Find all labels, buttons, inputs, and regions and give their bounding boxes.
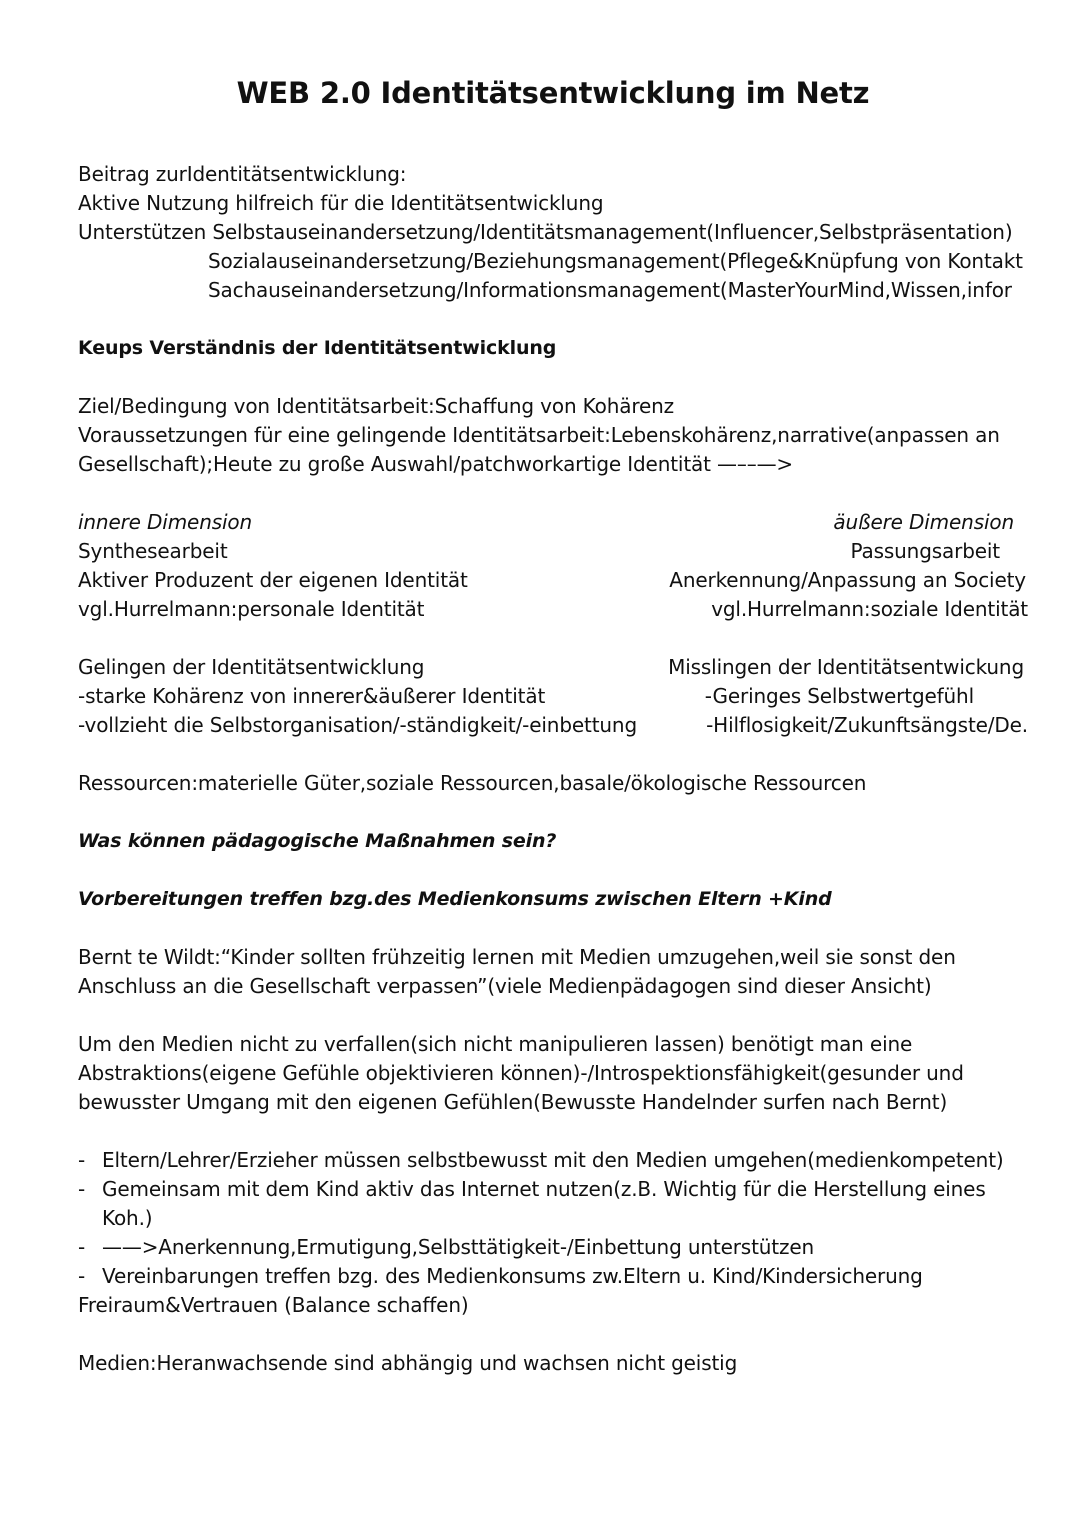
abstraction-line-3: bewusster Umgang mit den eigenen Gefühlen(Bewusste Handelnder surfen nach Bernt): [78, 1090, 948, 1114]
keups-line-2: Voraussetzungen für eine gelingende Identitätsarbeit:Lebenskohärenz,narrative(anpassen an: [78, 423, 1000, 447]
keups-line-3: Gesellschaft);Heute zu große Auswahl/patchworkartige Identität —––—>: [78, 452, 794, 476]
inner-dimension-line-1: Synthesearbeit: [78, 539, 228, 563]
intro-line-3: Unterstützen Selbstauseinandersetzung/Identitätsmanagement(Influencer,Selbstpräsentation): [78, 220, 1013, 244]
quote-line-1: Bernt te Wildt:“Kinder sollten frühzeitig lernen mit Medien umzugehen,weil sie sonst den: [78, 945, 956, 969]
inner-dimension-label: innere Dimension: [78, 510, 253, 534]
bullet-item-3: ——>Anerkennung,Ermutigung,Selbsttätigkeit-/Einbettung unterstützen: [102, 1235, 815, 1259]
intro-line-2: Aktive Nutzung hilfreich für die Identitätsentwicklung: [78, 191, 604, 215]
outer-dimension-line-3: vgl.Hurrelmann:soziale Identität: [711, 597, 1028, 621]
intro-line-4: Sozialauseinandersetzung/Beziehungsmanagement(Pflege&Knüpfung von Kontakt: [208, 249, 1023, 273]
outer-dimension-label: äußere Dimension: [833, 510, 1014, 534]
outer-dimension-line-2: Anerkennung/Anpassung an Society: [669, 568, 1026, 592]
bullet-dash: -: [78, 1148, 86, 1172]
success-line-2: -vollzieht die Selbstorganisation/-ständigkeit/-einbettung: [78, 713, 637, 737]
resources-line: Ressourcen:materielle Güter,soziale Ressourcen,basale/ökologische Ressourcen: [78, 771, 867, 795]
bullet-item-2: Gemeinsam mit dem Kind aktiv das Internet nutzen(z.B. Wichtig für die Herstellung eines: [102, 1177, 986, 1201]
bullet-dash: -: [78, 1235, 86, 1259]
bullet-item-2-cont: Koh.): [102, 1206, 153, 1230]
bullet-item-4: Vereinbarungen treffen bzg. des Medienkonsums zw.Eltern u. Kind/Kindersicherung: [102, 1264, 923, 1288]
inner-dimension-line-2: Aktiver Produzent der eigenen Identität: [78, 568, 468, 592]
outer-dimension-line-1: Passungsarbeit: [850, 539, 1000, 563]
success-line-1: -starke Kohärenz von innerer&äußerer Identität: [78, 684, 546, 708]
keups-line-1: Ziel/Bedingung von Identitätsarbeit:Schaffung von Kohärenz: [78, 394, 675, 418]
bullet-item-1: Eltern/Lehrer/Erzieher müssen selbstbewusst mit den Medien umgehen(medienkompetent): [102, 1148, 1004, 1172]
bullet-item-4-cont: Freiraum&Vertrauen (Balance schaffen): [78, 1293, 469, 1317]
bullet-dash: -: [78, 1264, 86, 1288]
keups-heading: Keups Verständnis der Identitätsentwicklung: [78, 337, 557, 359]
abstraction-line-1: Um den Medien nicht zu verfallen(sich nicht manipulieren lassen) benötigt man eine: [78, 1032, 913, 1056]
failure-line-1: -Geringes Selbstwertgefühl: [704, 684, 974, 708]
abstraction-line-2: Abstraktions(eigene Gefühle objektivieren können)-/Introspektionsfähigkeit(gesunder und: [78, 1061, 964, 1085]
closing-line: Medien:Heranwachsende sind abhängig und wachsen nicht geistig: [78, 1351, 738, 1375]
page-title: WEB 2.0 Identitätsentwicklung im Netz: [236, 76, 870, 110]
success-heading: Gelingen der Identitätsentwicklung: [78, 655, 425, 679]
intro-line-1: Beitrag zurIdentitätsentwicklung:: [78, 162, 407, 186]
measures-question: Was können pädagogische Maßnahmen sein?: [78, 830, 557, 852]
bullet-dash: -: [78, 1177, 86, 1201]
preparations-heading: Vorbereitungen treffen bzg.des Medienkonsums zwischen Eltern +Kind: [78, 888, 832, 910]
failure-line-2: -Hilflosigkeit/Zukunftsängste/De.: [706, 713, 1028, 737]
inner-dimension-line-3: vgl.Hurrelmann:personale Identität: [78, 597, 425, 621]
intro-line-5: Sachauseinandersetzung/Informationsmanagement(MasterYourMind,Wissen,infor: [208, 278, 1012, 302]
failure-heading: Misslingen der Identitätsentwickung: [668, 655, 1024, 679]
quote-line-2: Anschluss an die Gesellschaft verpassen”(viele Medienpädagogen sind dieser Ansicht): [78, 974, 932, 998]
